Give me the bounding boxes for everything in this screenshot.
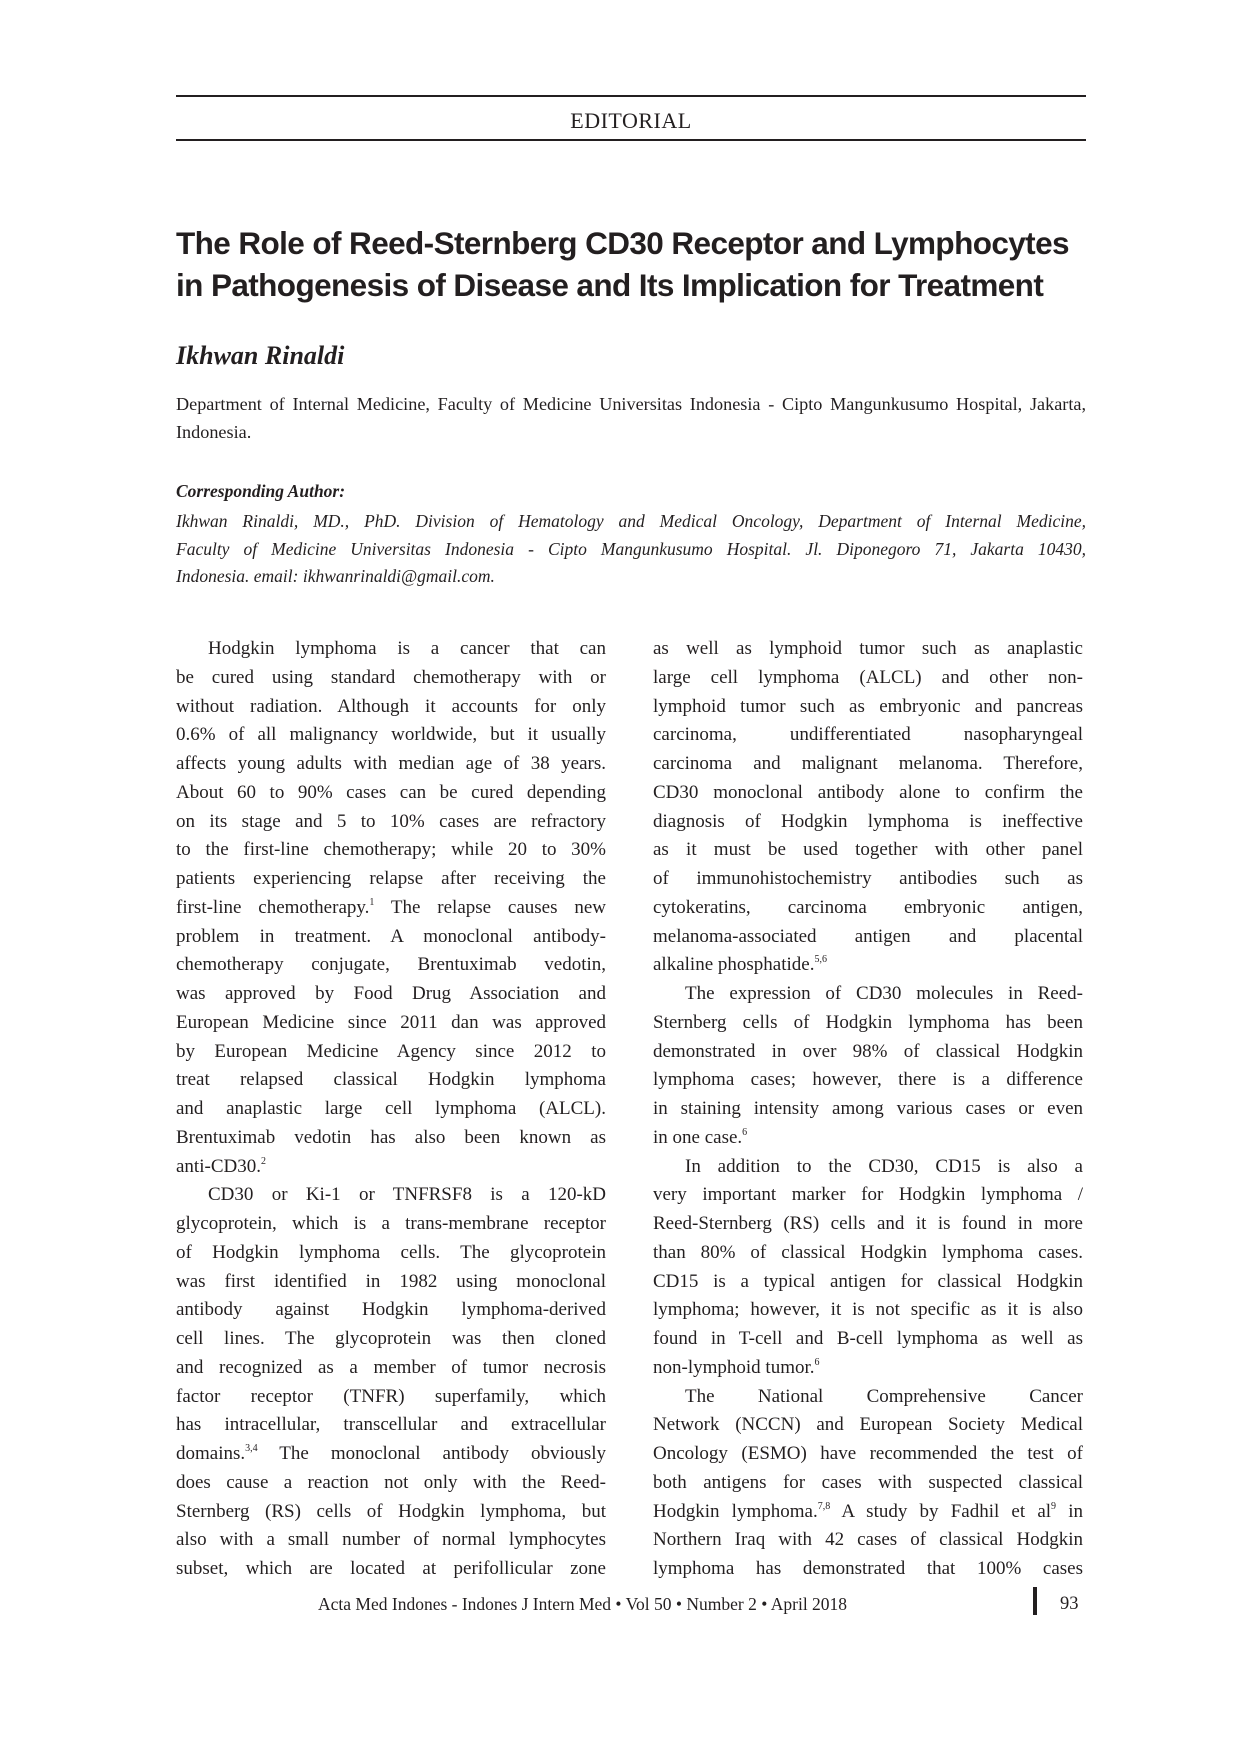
corresponding-line: Faculty of Medicine Universitas Indonesia - Cipto Mangunkusumo Hospital. Jl. Diponegoro 71, Jakarta 10430, (176, 538, 1086, 559)
citation: 1 (369, 896, 375, 908)
text-line: In addition to the CD30, CD15 is also a (685, 1155, 1083, 1177)
text-line: lymphoma cases; however, there is a difference (653, 1069, 1083, 1091)
header-rule-top (176, 95, 1086, 97)
text-line: first-line chemotherapy.$^1$ The relapse causes new (176, 896, 606, 918)
text-line: antibody against Hodgkin lymphoma-derived (176, 1299, 606, 1321)
text-line: About 60 to 90% cases can be cured depending (176, 781, 606, 803)
text-line: demonstrated in over 98% of classical Hodgkin (653, 1040, 1083, 1062)
text-line: in staining intensity among various cases or even (653, 1098, 1083, 1119)
text-line: carcinoma, undifferentiated nasopharyngeal (653, 724, 1083, 746)
text-line: 0.6% of all malignancy worldwide, but it usually (176, 724, 606, 746)
text-line: both antigens for cases with suspected classical (653, 1471, 1083, 1493)
text-line: Northern Iraq with 42 cases of classical Hodgkin (653, 1529, 1083, 1551)
text-line: without radiation. Although it accounts for only (176, 695, 606, 717)
text-line: European Medicine since 2011 dan was approved (176, 1011, 606, 1033)
text-line: cytokeratins, carcinoma embryonic antigen, (653, 896, 1083, 918)
citation: 5,6 (814, 954, 827, 966)
text-line: Sternberg (RS) cells of Hodgkin lymphoma, but (176, 1500, 606, 1522)
author-affiliation: Department of Internal Medicine, Faculty of Medicine Universitas Indonesia - Cipto Mangunkusumo Hospital, Jakarta, Indonesia. (176, 394, 1086, 442)
title-line: The Role of Reed-Sternberg CD30 Receptor and Lymphocytes (176, 225, 1069, 261)
text-line: has intracellular, transcellular and extracellular (176, 1414, 606, 1436)
text-line: of Hodgkin lymphoma cells. The glycoprotein (176, 1241, 606, 1263)
text-line: treat relapsed classical Hodgkin lymphoma (176, 1069, 606, 1091)
text-line: factor receptor (TNFR) superfamily, which (176, 1385, 606, 1407)
text-line: Oncology (ESMO) have recommended the test of (653, 1443, 1083, 1464)
text-line: by European Medicine Agency since 2012 to (176, 1040, 606, 1062)
text-line: very important marker for Hodgkin lymphoma / (653, 1184, 1083, 1206)
text-line: The National Comprehensive Cancer (685, 1385, 1083, 1407)
text-line: chemotherapy conjugate, Brentuximab vedotin, (176, 954, 606, 976)
text-line: CD30 or Ki-1 or TNFRSF8 is a 120-kD (208, 1184, 606, 1206)
text-line: found in T-cell and B-cell lymphoma as well as (653, 1328, 1083, 1349)
text-line: as it must be used together with other panel (653, 839, 1083, 861)
text-line: CD30 monoclonal antibody alone to confirm the (653, 781, 1083, 803)
text-line: of immunohistochemistry antibodies such as (653, 868, 1083, 889)
title-line: in Pathogenesis of Disease and Its Implication for Treatment (176, 267, 1044, 303)
text-line: large cell lymphoma (ALCL) and other non- (653, 666, 1083, 688)
page-number: 93 (1060, 1594, 1079, 1614)
text-line: does cause a reaction not only with the Reed- (176, 1471, 606, 1493)
text-line: problem in treatment. A monoclonal antibody- (176, 925, 606, 947)
corresponding-author-details (176, 508, 1086, 591)
text-line: also with a small number of normal lymphocytes (176, 1529, 606, 1551)
text-line: patients experiencing relapse after receiving the (176, 868, 606, 889)
corresponding-author-label: Corresponding Author: (176, 481, 346, 501)
text-line: alkaline phosphatide.$^{5,6}$ (653, 954, 827, 976)
text-line: to the first-line chemotherapy; while 20 to 30% (176, 839, 606, 861)
header-rule-bottom (176, 139, 1086, 141)
text-line: Reed-Sternberg (RS) cells and it is found in more (653, 1213, 1083, 1234)
citation: 3,4 (245, 1443, 258, 1454)
text-line: lymphoid tumor such as embryonic and pancreas (653, 695, 1083, 717)
citation: 6 (814, 1356, 820, 1368)
body-column-left (176, 635, 606, 1584)
text-line: and anaplastic large cell lymphoma (ALCL). (176, 1098, 606, 1119)
page-number-bar (1033, 1587, 1037, 1615)
corresponding-line: Ikhwan Rinaldi, MD., PhD. Division of Hematology and Medical Oncology, Department of Internal Medicine, (176, 511, 1086, 531)
text-line: Sternberg cells of Hodgkin lymphoma has been (653, 1011, 1083, 1033)
text-line: CD15 is a typical antigen for classical Hodgkin (653, 1270, 1083, 1292)
section-label: EDITORIAL (570, 108, 692, 133)
text-line: The expression of CD30 molecules in Reed- (685, 983, 1083, 1004)
text-line: domains.$^{3,4}$ The monoclonal antibody obviously (176, 1443, 606, 1464)
citation: 7,8 (817, 1500, 831, 1512)
text-line: carcinoma and malignant melanoma. Therefore, (653, 753, 1083, 774)
text-line: as well as lymphoid tumor such as anaplastic (653, 638, 1083, 659)
citation: 9 (1051, 1500, 1057, 1512)
text-line: melanoma-associated antigen and placental (653, 925, 1083, 947)
text-line: glycoprotein, which is a trans-membrane receptor (176, 1213, 606, 1234)
text-line: and recognized as a member of tumor necrosis (176, 1356, 606, 1378)
text-line: was first identified in 1982 using monoclonal (176, 1270, 606, 1292)
text-line: on its stage and 5 to 10% cases are refractory (176, 810, 606, 832)
text-line: diagnosis of Hodgkin lymphoma is ineffective (653, 810, 1083, 832)
text-line: cell lines. The glycoprotein was then cloned (176, 1328, 606, 1349)
text-line: in one case.$^6$ (653, 1126, 748, 1148)
journal-footer: Acta Med Indones - Indones J Intern Med • Vol 50 • Number 2 • April 2018 (318, 1594, 848, 1614)
text-line: Network (NCCN) and European Society Medical (653, 1414, 1083, 1436)
text-line: anti-CD30.$^2$ (176, 1155, 266, 1177)
text-line: was approved by Food Drug Association and (176, 983, 606, 1004)
corresponding-line: Indonesia. email: ikhwanrinaldi@gmail.com. (176, 566, 495, 586)
text-line: subset, which are located at perifollicular zone (176, 1558, 606, 1579)
body-column-right (653, 635, 1083, 1584)
text-line: be cured using standard chemotherapy with or (176, 666, 606, 688)
article-title (176, 222, 1096, 306)
text-line: than 80% of classical Hodgkin lymphoma cases. (653, 1241, 1083, 1263)
text-line: non-lymphoid tumor.$^6$ (653, 1356, 820, 1378)
text-line: Hodgkin lymphoma is a cancer that can (208, 638, 606, 659)
text-line: lymphoma; however, it is not specific as it is also (653, 1299, 1083, 1321)
text-line: Hodgkin lymphoma.$^{7,8}$ A study by Fadhil et $al^9$ in (653, 1500, 1084, 1522)
citation: 2 (260, 1155, 266, 1167)
text-line: lymphoma has demonstrated that 100% cases (653, 1558, 1083, 1579)
author-name: Ikhwan Rinaldi (176, 341, 345, 370)
citation: 6 (742, 1126, 748, 1138)
text-line: affects young adults with median age of 38 years. (176, 753, 606, 774)
text-line: Brentuximab vedotin has also been known as (176, 1126, 606, 1148)
